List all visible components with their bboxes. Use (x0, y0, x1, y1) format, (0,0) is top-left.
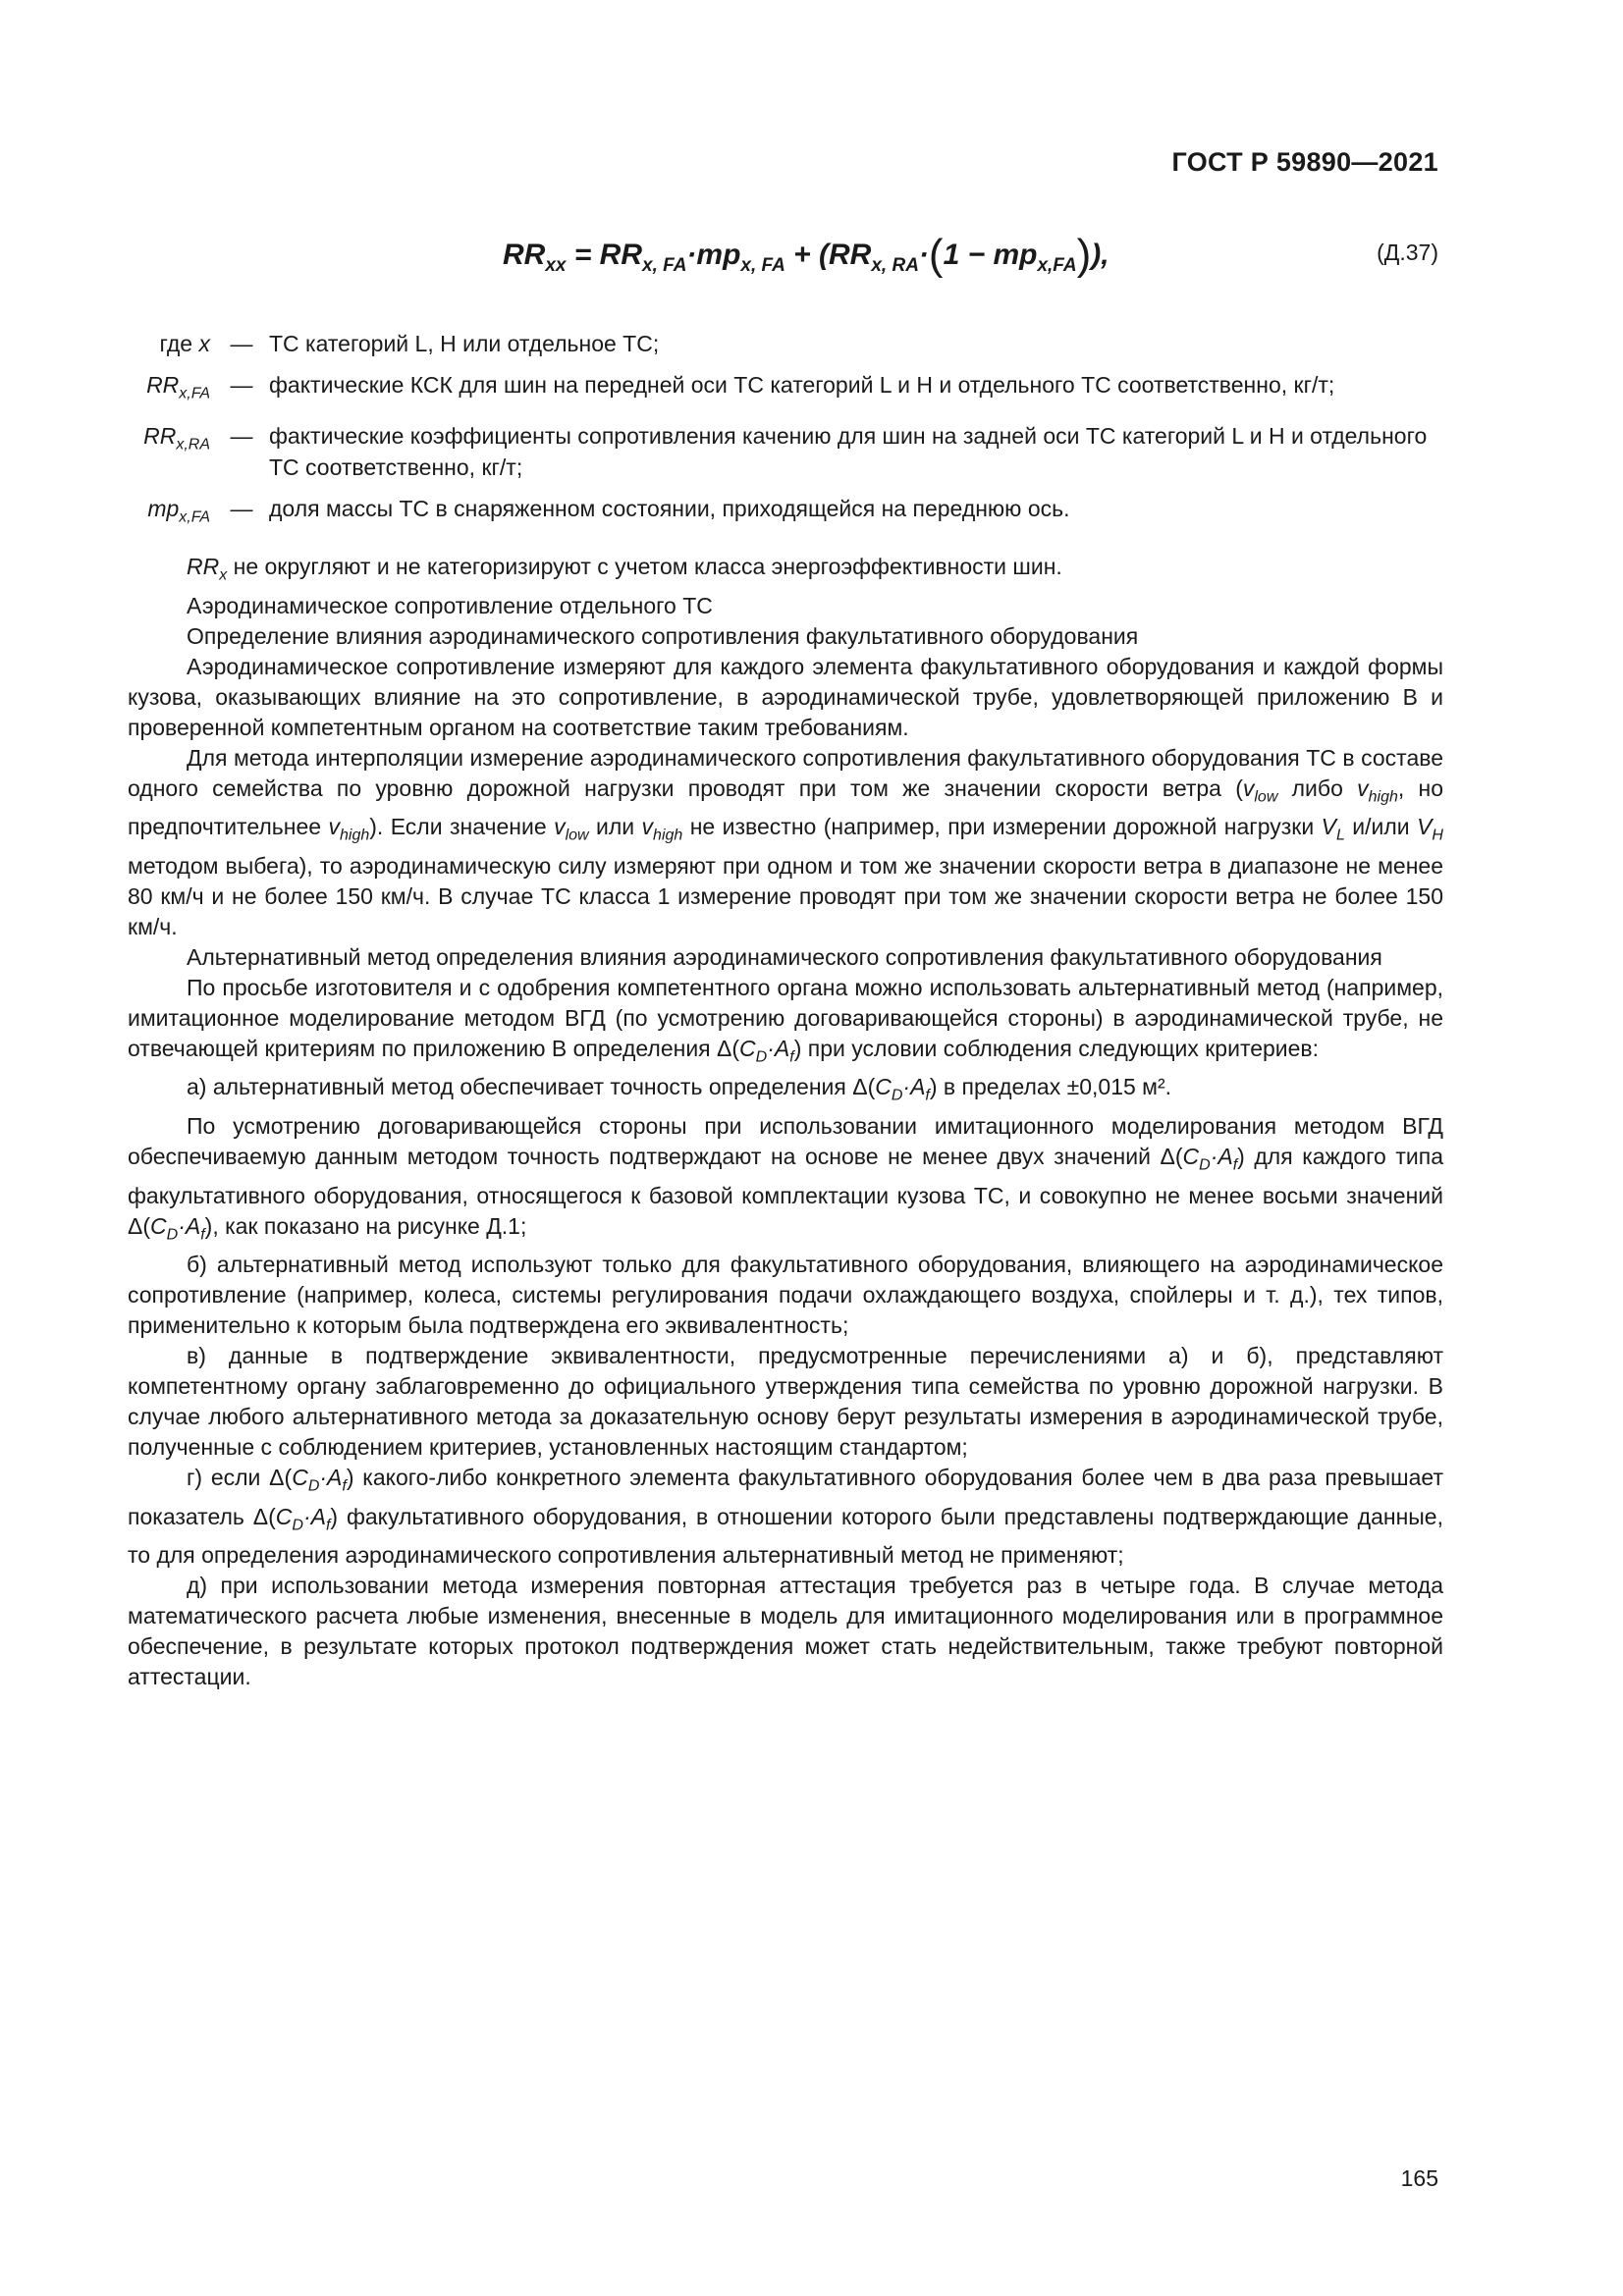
definitions-list (128, 328, 1443, 543)
definition-symbol: $mp_{x,FA}$ (147, 495, 210, 526)
equation-d37: $RR_{xx} = RR_{x, FA}\cdot mp_{x, FA} + (RR_{x, RA}\cdot(1 - mp_{x,FA}))$, (503, 231, 1109, 279)
paragraph: Определение влияния аэродинамического сопротивления факультативного оборудования (187, 622, 1139, 649)
paragraph: Альтернативный метод определения влияния аэродинамического сопротивления факультативного оборудования (187, 943, 1382, 970)
paragraph: г) если $\Delta(C_D\cdot A_f)$ какого-либо конкретного элемента факультативного оборудования более чем в два раза превышает показатель $\Delta(C_D\cdot A_f)$ факультативного оборудования, в отношении которого были представлены подтверждающие данные, то для определения аэродинамического сопротивления альтернативный метод не применяют; (128, 1465, 1443, 1569)
definition-row (128, 420, 1443, 483)
definition-symbol: где x (159, 331, 210, 356)
paragraph: По просьбе изготовителя и с одобрения компетентного органа можно использовать альтернативный метод (например, имитационное моделирование методом ВГД (по усмотрению договаривающейся стороны) в аэродинамической трубе, не отвечающей критериям по приложению В определения $\Delta(C_D\cdot A_f)$ при условии соблюдения следующих критериев: (128, 974, 1443, 1066)
page-number: 165 (1400, 2165, 1438, 2191)
definition-row (128, 328, 1443, 359)
definition-symbol: $RR_{x,RA}$ (143, 422, 210, 454)
definition-dash: — (230, 495, 253, 521)
definition-text: доля массы ТС в снаряженном состоянии, приходящейся на переднюю ось. (269, 495, 1070, 521)
paragraph: а) альтернативный метод обеспечивает точность определения $\Delta(C_D\cdot A_f)$ в пределах ±0,015 м². (187, 1074, 1172, 1104)
definition-text: фактические коэффициенты сопротивления качению для шин на задней оси ТС категорий L и H и отдельного ТС соответственно, кг/т; (269, 422, 1428, 480)
definition-dash: — (230, 331, 253, 356)
paragraph: Аэродинамическое сопротивление измеряют для каждого элемента факультативного оборудования и каждой формы кузова, оказывающих влияние на это сопротивление, в аэродинамической трубе, удовлетворяющей приложению В и проверенной компетентным органом на соответствие таким требованиям. (128, 653, 1443, 740)
paragraph: в) данные в подтверждение эквивалентности, предусмотренные перечислениями а) и б), представляют компетентному органу заблаговременно до официального утверждения типа семейства по уровню дорожной нагрузки. В случае любого альтернативного метода за доказательную основу берут результаты измерения в аэродинамической трубе, полученные с соблюдением критериев, установленных настоящим стандартом; (128, 1343, 1443, 1461)
definition-text: фактические КСК для шин на передней оси ТС категорий L и H и отдельного ТС соответственно, кг/т; (269, 372, 1335, 398)
paragraph: Для метода интерполяции измерение аэродинамического сопротивления факультативного оборудования ТС в составе одного семейства по уровню дорожной нагрузки проводят при том же значении скорости ветра ($v_{low}$ либо $v_{high}$, но предпочтительнее $v_{high}$). Если значение $v_{low}$ или $v_{high}$ не известно (например, при измерении дорожной нагрузки $V_L$ и/или $V_H$ методом выбега), то аэродинамическую силу измеряют при одном и том же значении скорости ветра в диапазоне не менее 80 км/ч и не более 150 км/ч. В случае ТС класса 1 измерение проводят при том же значении скорости ветра не более 150 км/ч. (128, 744, 1444, 939)
equation-number: (Д.37) (1377, 240, 1438, 265)
definition-row (128, 493, 1443, 534)
standard-header: ГОСТ Р 59890—2021 (1171, 147, 1438, 177)
paragraph: д) при использовании метода измерения повторная аттестация требуется раз в четыре года. В случае метода математического расчета любые изменения, внесенные в модель для имитационного моделирования или в программное обеспечение, в результате которых протокол подтверждения может стать недействительным, также требуют повторной аттестации. (128, 1573, 1443, 1690)
paragraph: По усмотрению договаривающейся стороны при использовании имитационного моделирования методом ВГД обеспечиваемую данным методом точность подтверждают на основе не менее двух значений $\Delta(C_D\cdot A_f)$ для каждого типа факультативного оборудования, относящегося к базовой комплектации кузова ТС, и совокупно не менее восьми значений $\Delta(C_D\cdot A_f)$, как показано на рисунке Д.1; (128, 1112, 1444, 1244)
definition-dash: — (230, 372, 253, 398)
paragraph: б) альтернативный метод используют только для факультативного оборудования, влияющего на аэродинамическое сопротивление (например, колеса, системы регулирования подачи охлаждающего воздуха, спойлеры и т. д.), тех типов, применительно к которым была подтверждена его эквивалентность; (128, 1252, 1443, 1339)
definition-row (128, 369, 1443, 410)
definition-dash: — (230, 422, 253, 449)
paragraph: Аэродинамическое сопротивление отдельного ТС (187, 592, 713, 618)
paragraph: $RR_x$ не округляют и не категоризируют с учетом класса энергоэффективности шин. (187, 554, 1062, 584)
definition-symbol: $RR_{x,FA}$ (146, 372, 210, 402)
definition-text: ТС категорий L, H или отдельное ТС; (269, 331, 660, 356)
body-text (128, 552, 1443, 1692)
